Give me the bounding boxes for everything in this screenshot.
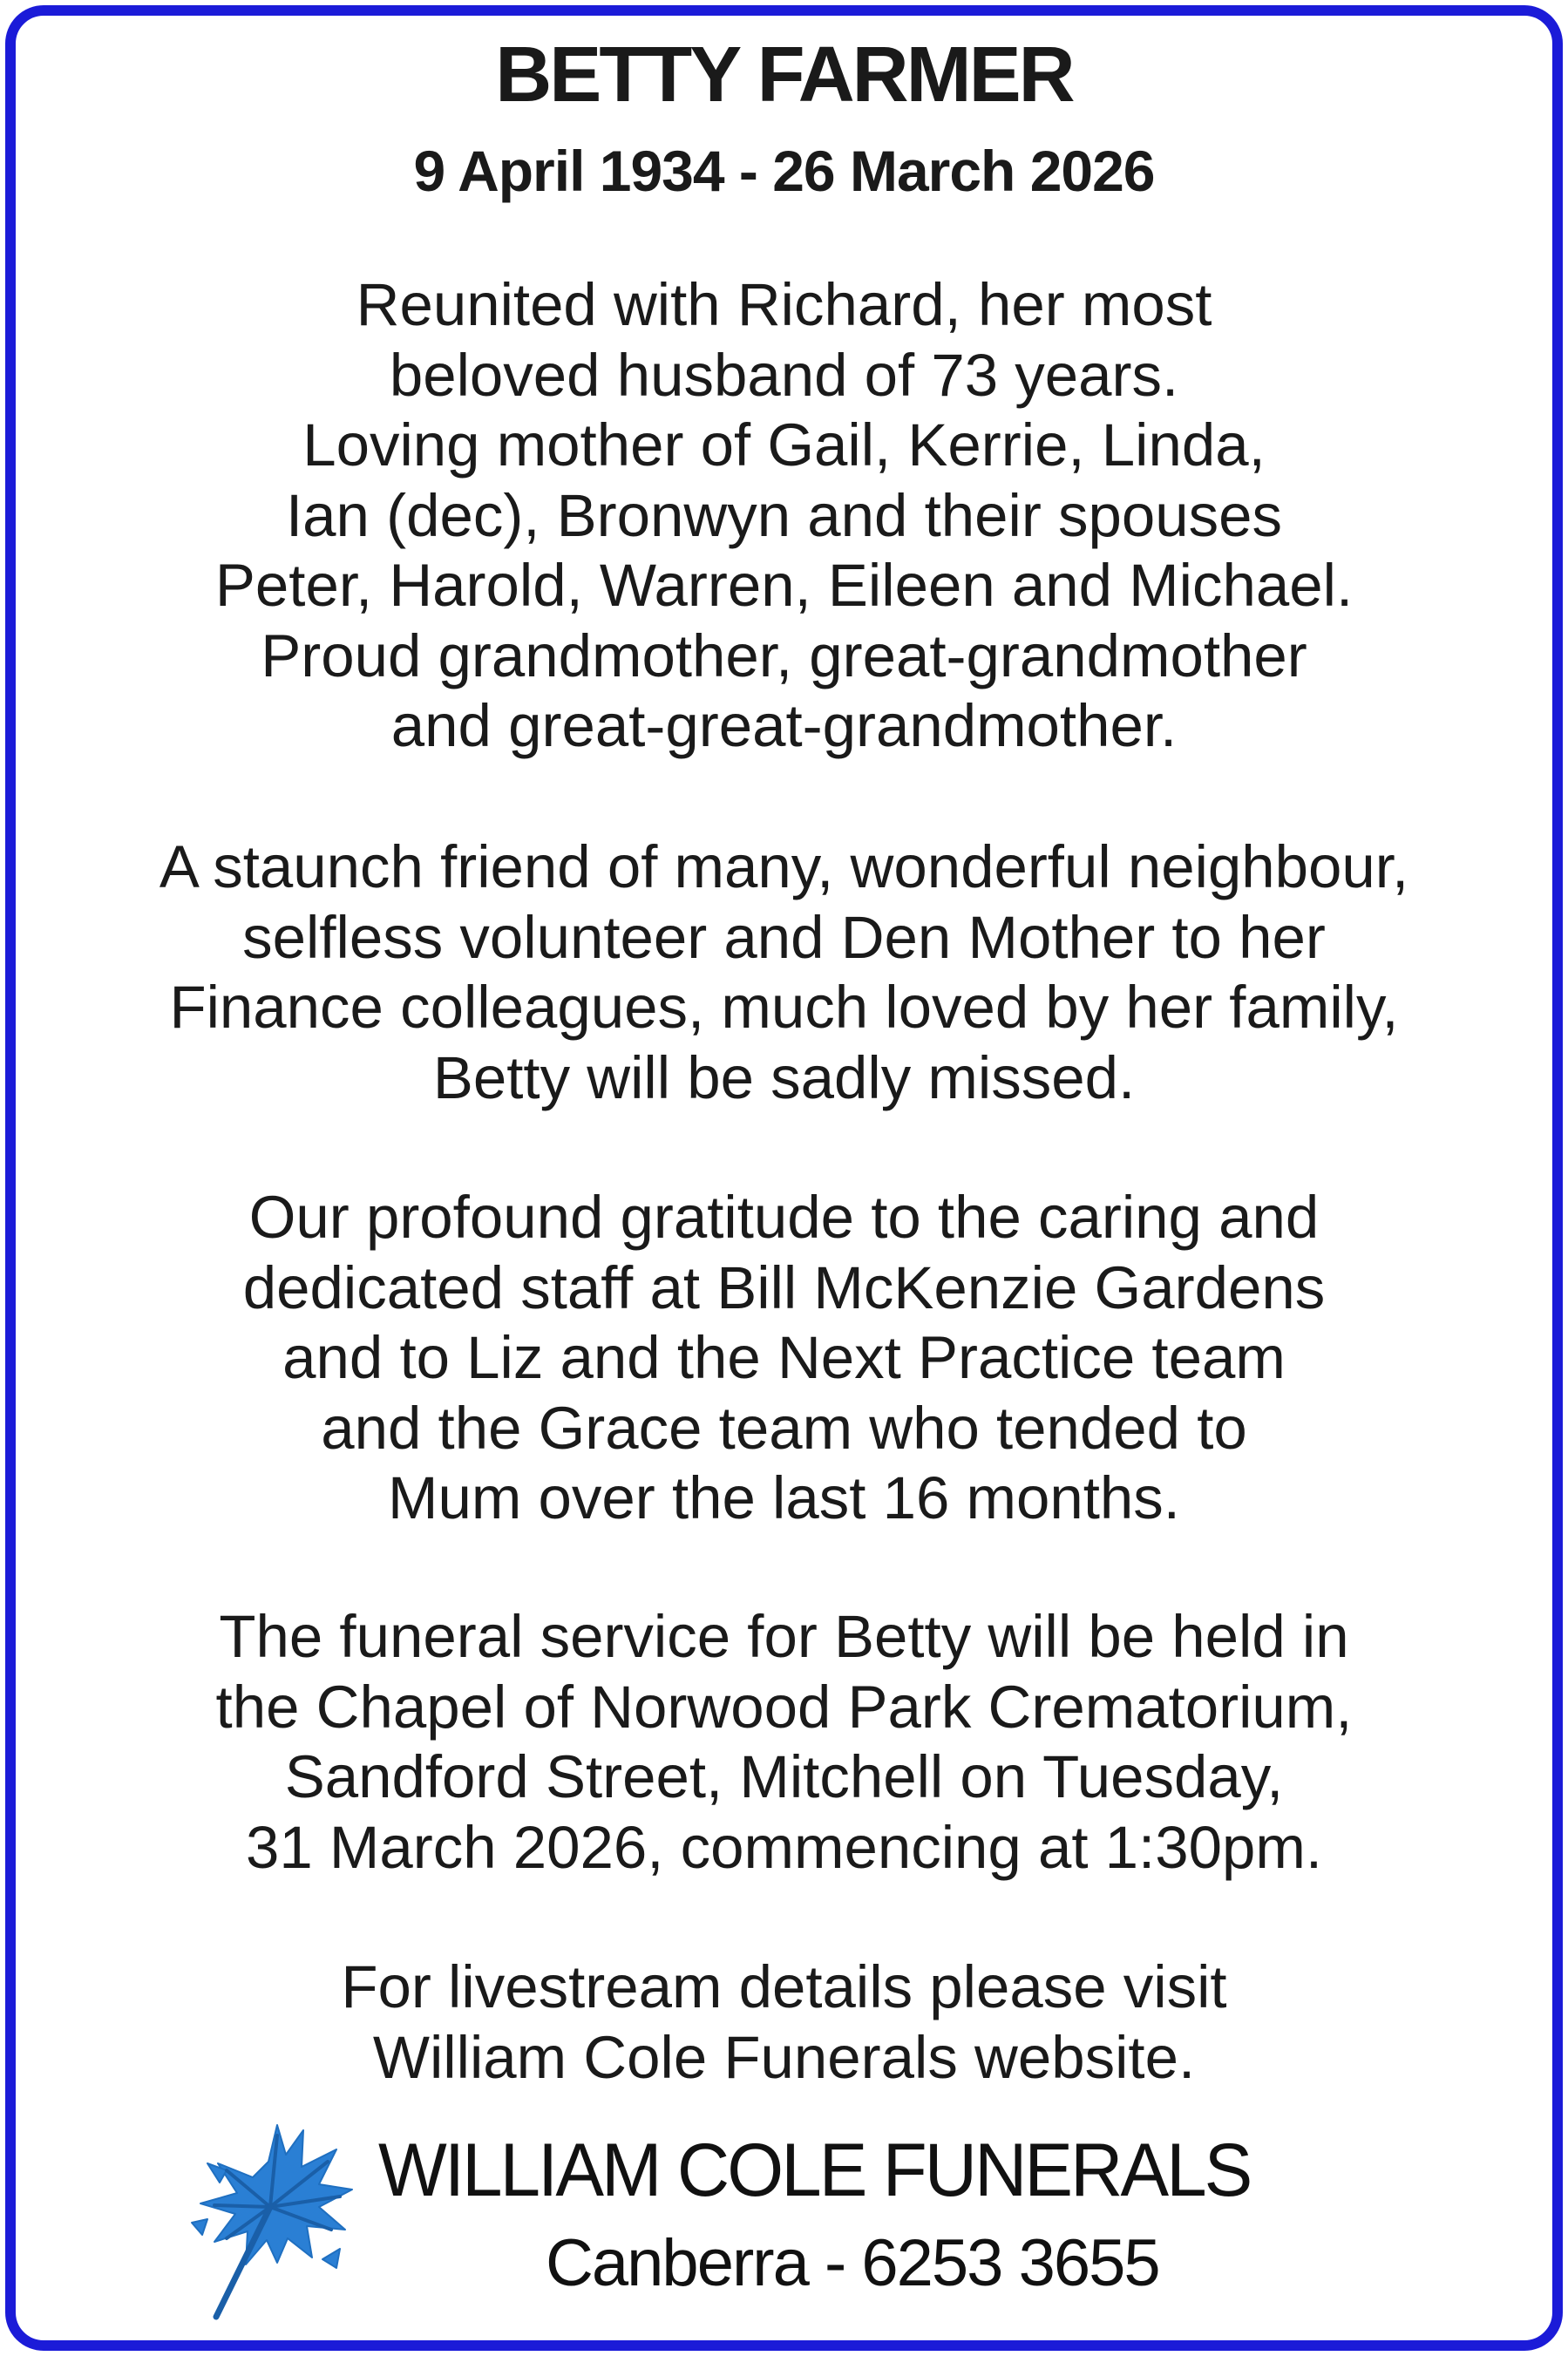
text-line: dedicated staff at Bill McKenzie Gardens [242, 1253, 1326, 1321]
text-line: Loving mother of Gail, Kerrie, Linda, [302, 411, 1266, 479]
paragraph-family [0, 270, 1568, 762]
text-line: selfless volunteer and Den Mother to her [242, 903, 1326, 971]
funeral-home-logo [0, 2109, 1568, 2327]
text-line: the Chapel of Norwood Park Crematorium, [215, 1673, 1353, 1741]
text-line: For livestream details please visit [341, 1953, 1227, 2020]
text-line: 31 March 2026, commencing at 1:30pm. [246, 1813, 1322, 1881]
life-dates: 9 April 1934 - 26 March 2026 [413, 139, 1155, 203]
paragraph-service [0, 1602, 1568, 1883]
paragraph-gratitude [0, 1183, 1568, 1534]
text-line: Proud grandmother, great-grandmother [261, 621, 1307, 689]
text-line: Sandford Street, Mitchell on Tuesday, [284, 1743, 1284, 1810]
maple-leaf-icon [166, 2109, 366, 2327]
deceased-name: BETTY FARMER [495, 31, 1073, 119]
text-line: Finance colleagues, much loved by her family, [169, 974, 1399, 1041]
text-line: beloved husband of 73 years. [389, 341, 1179, 409]
text-line: Ian (dec), Bronwyn and their spouses [286, 481, 1282, 549]
funeral-home-contact: Canberra - 6253 3655 [546, 2226, 1159, 2300]
text-line: Our profound gratitude to the caring and [248, 1184, 1320, 1251]
text-line: Mum over the last 16 months. [388, 1464, 1180, 1531]
text-line: Reunited with Richard, her most [356, 271, 1212, 338]
paragraph-tribute [0, 832, 1568, 1113]
text-line: and to Liz and the Next Practice team [282, 1324, 1286, 1391]
text-line: and great-great-grandmother. [390, 692, 1178, 759]
paragraph-livestream [0, 1952, 1568, 2093]
funeral-home-name: WILLIAM COLE FUNERALS [378, 2129, 1251, 2212]
text-line: and the Grace team who tended to [321, 1394, 1247, 1462]
text-line: The funeral service for Betty will be held in [219, 1603, 1349, 1670]
text-line: A staunch friend of many, wonderful neighbour, [159, 833, 1409, 900]
text-line: Peter, Harold, Warren, Eileen and Michael. [214, 552, 1354, 619]
text-line: Betty will be sadly missed. [432, 1043, 1136, 1111]
text-line: William Cole Funerals website. [372, 2023, 1196, 2091]
